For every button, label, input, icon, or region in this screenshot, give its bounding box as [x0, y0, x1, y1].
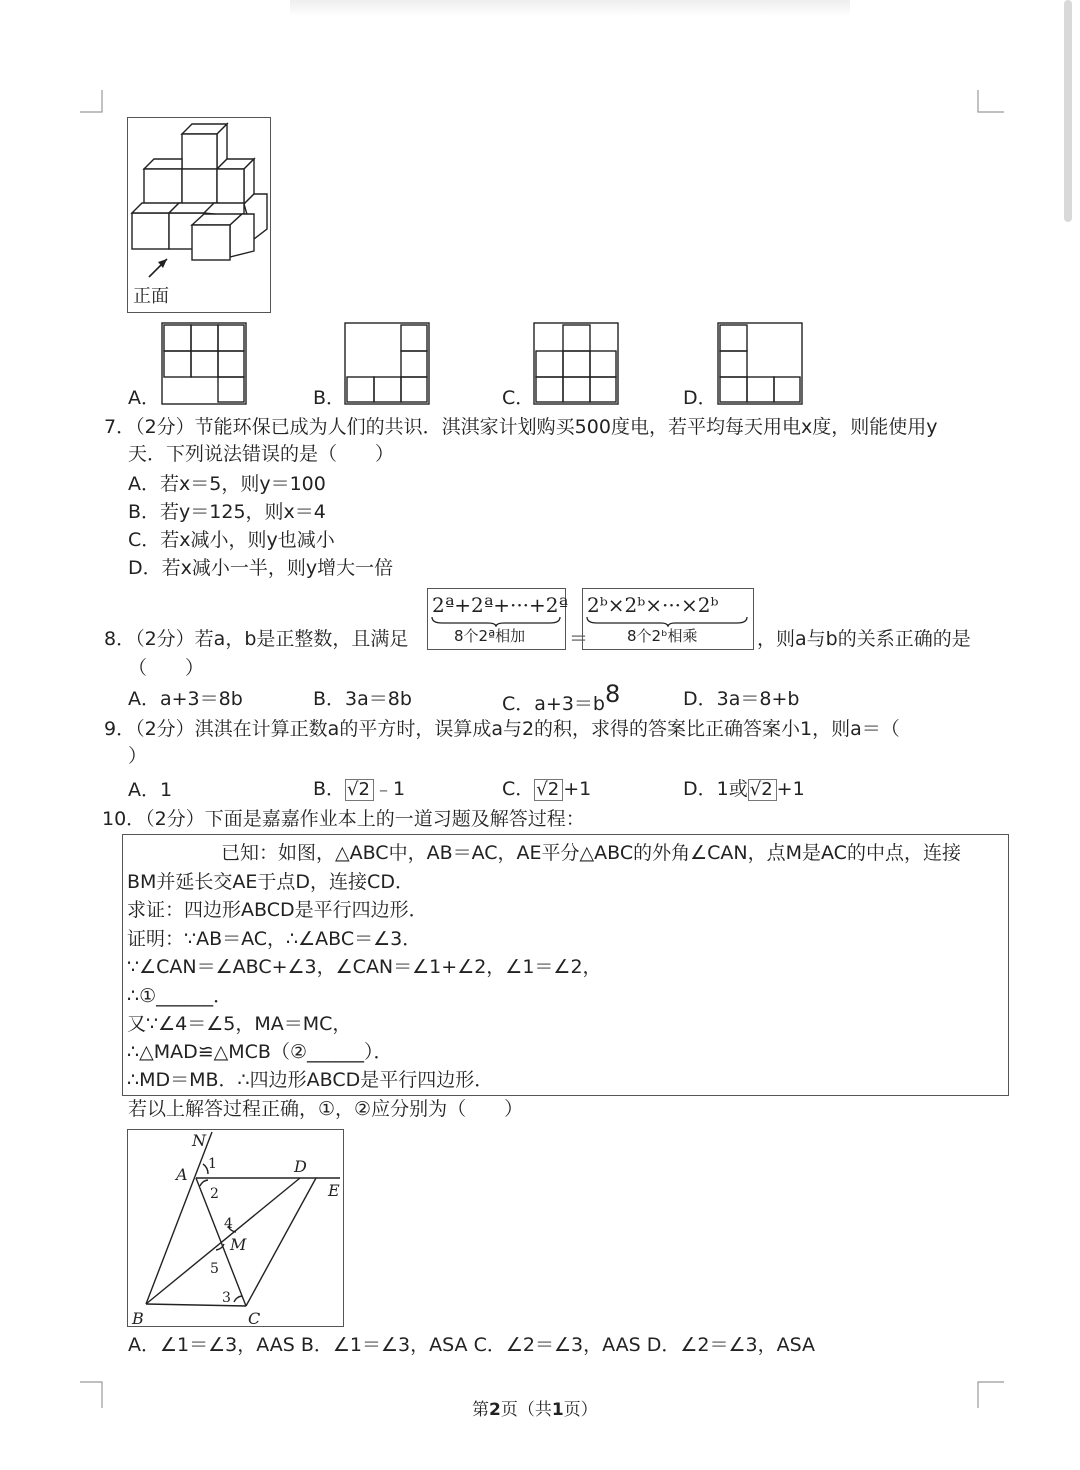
label-angle-3: 3: [222, 1290, 231, 1306]
footer-page-number: 2: [489, 1400, 501, 1420]
q10-box-line-7: 又∵∠4＝∠5，MA＝MC，: [127, 1013, 352, 1035]
label-n: N: [192, 1131, 206, 1150]
q7-option-d[interactable]: D．若x减小一半，则y增大一倍: [128, 557, 394, 579]
q10-title: 10．（2分）下面是嘉嘉作业本上的一道习题及解答过程：: [102, 808, 585, 830]
q9-option-b-suffix: ﹣1: [373, 778, 406, 800]
q8-left-brace-label: 8个2ª相加: [454, 627, 526, 645]
q10-solution-box: [122, 834, 1009, 1096]
q10-box-line-9: ∴MD＝MB．∴四边形ABCD是平行四边形．: [127, 1069, 494, 1091]
q10-box-line-6: ∴①______．: [127, 985, 233, 1007]
q8-option-c-exponent: 8: [604, 680, 621, 708]
q9-option-c-suffix: +1: [563, 778, 592, 800]
q8-stem-suffix: ，则a与b的关系正确的是: [757, 628, 971, 650]
front-label: 正面: [133, 286, 169, 307]
page-footer: [472, 1402, 598, 1419]
q9-option-b-radical: √2: [345, 779, 374, 801]
label-angle-4: 4: [224, 1216, 233, 1232]
label-angle-1: 1: [208, 1156, 217, 1172]
q6-option-d-figure[interactable]: [717, 322, 805, 406]
viewer-top-bar: [290, 0, 850, 16]
q8-option-c[interactable]: [502, 680, 621, 715]
q8-right-brace-label: 8个2ᵇ相乘: [627, 627, 698, 645]
q9-option-b[interactable]: [313, 779, 405, 801]
q8-option-a[interactable]: A．a+3＝8b: [128, 688, 243, 710]
q9-option-d[interactable]: [683, 779, 805, 801]
q9-stem-line1: 9．（2分）淇淇在计算正数a的平方时，误算成a与2的积，求得的答案比正确答案小1，则a＝（: [104, 718, 900, 740]
q8-option-c-text: C．a+3＝b: [502, 693, 605, 715]
q7-stem-line1: 7．（2分）节能环保已成为人们的共识．淇淇家计划购买500度电，若平均每天用电x度，则能使用y: [104, 416, 938, 438]
q9-option-b-prefix: B．: [313, 778, 346, 800]
q9-option-c[interactable]: [502, 779, 591, 801]
q8-option-b[interactable]: B．3a＝8b: [313, 688, 412, 710]
footer-mid: 页（共: [500, 1400, 552, 1420]
q9-option-a[interactable]: A．1: [128, 779, 173, 801]
footer-post: 页）: [563, 1400, 598, 1420]
q6-option-d-label[interactable]: D．: [683, 387, 717, 409]
label-a: A: [176, 1165, 188, 1184]
q6-option-c-figure[interactable]: [533, 322, 621, 406]
q7-option-a[interactable]: A．若x＝5，则y＝100: [128, 473, 326, 495]
q7-stem-line2: 天．下列说法错误的是（ ）: [128, 443, 395, 465]
q9-option-d-prefix: D．1或: [683, 778, 748, 800]
q8-equals: ＝: [569, 628, 589, 650]
q8-option-d[interactable]: D．3a＝8+b: [683, 688, 800, 710]
q10-box-line-5: ∵∠CAN＝∠ABC+∠3，∠CAN＝∠1+∠2，∠1＝∠2，: [127, 956, 602, 978]
label-m: M: [230, 1235, 247, 1254]
q6-option-b-label[interactable]: B．: [313, 387, 346, 409]
crop-mark-top-left: [80, 90, 110, 120]
q6-option-a-figure[interactable]: [161, 322, 249, 406]
q10-box-line-3: 求证：四边形ABCD是平行四边形．: [127, 899, 428, 921]
q9-option-c-prefix: C．: [502, 778, 535, 800]
q7-option-c[interactable]: C．若x减小，则y也减小: [128, 529, 335, 551]
q10-geometry-figure: [127, 1129, 344, 1327]
footer-pre: 第: [472, 1400, 489, 1420]
q8-answer-paren: （ ）: [128, 657, 205, 679]
q6-option-c-label[interactable]: C．: [502, 387, 535, 409]
label-d: D: [294, 1157, 307, 1176]
crop-mark-bottom-right: [976, 1380, 1006, 1410]
q9-option-d-suffix: +1: [776, 778, 805, 800]
q10-box-line-2: BM并延长交AE于点D，连接CD．: [127, 871, 414, 893]
q6-option-a-label[interactable]: A．: [128, 387, 160, 409]
label-angle-5: 5: [210, 1261, 219, 1277]
q10-box-line-4: 证明：∵AB＝AC，∴∠ABC＝∠3．: [127, 928, 422, 950]
crop-mark-top-right: [976, 90, 1006, 120]
q10-box-line-8: ∴△MAD≌△MCB（②______）．: [127, 1041, 393, 1063]
q8-stem-prefix: 8．（2分）若a，b是正整数，且满足: [104, 628, 409, 650]
label-angle-2: 2: [210, 1186, 219, 1202]
crop-mark-bottom-left: [80, 1380, 110, 1410]
q8-left-expression: [427, 588, 569, 650]
label-e: E: [328, 1181, 340, 1200]
q10-options[interactable]: A．∠1＝∠3，AAS B．∠1＝∠3，ASA C．∠2＝∠3，AAS D．∠2＝∠3，ASA: [128, 1334, 816, 1356]
q9-option-c-radical: √2: [534, 779, 563, 801]
label-c: C: [248, 1309, 261, 1326]
q10-question: 若以上解答过程正确，①，②应分别为（ ）: [128, 1098, 524, 1120]
q8-right-expression: [582, 588, 754, 650]
q7-option-b[interactable]: B．若y＝125，则x＝4: [128, 501, 326, 523]
cube-stack-figure: [127, 117, 272, 314]
footer-total-pages: 1: [551, 1400, 564, 1420]
q9-option-d-radical: √2: [748, 779, 777, 801]
q6-option-b-figure[interactable]: [344, 322, 432, 406]
label-b: B: [132, 1309, 144, 1326]
q9-stem-line2: ）: [128, 745, 148, 767]
q10-box-line-1: 已知：如图，△ABC中，AB＝AC，AE平分△ABC的外角∠CAN，点M是AC的中点，连接: [221, 842, 961, 864]
scrollbar-thumb[interactable]: [1064, 0, 1072, 222]
q8-right-product: 2ᵇ×2ᵇ×···×2ᵇ: [587, 593, 719, 617]
q8-left-sum: 2ª+2ª+···+2ª: [432, 593, 569, 617]
